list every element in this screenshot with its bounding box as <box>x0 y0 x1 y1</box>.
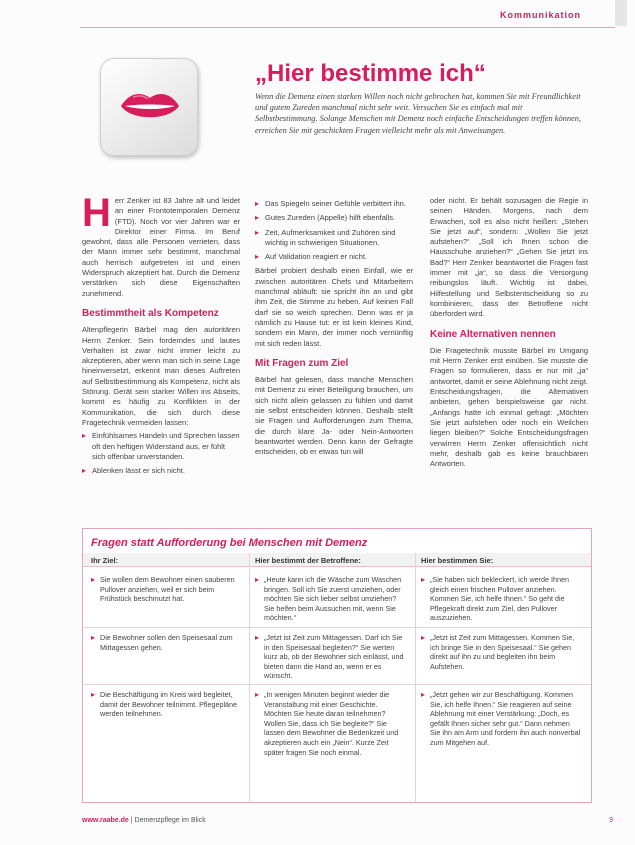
header-rule <box>80 27 615 28</box>
body-paragraph: Die Fragetechnik musste Bärbel im Umgang mit Herrn Zenker erst einüben. Sie musste die Fragen so formulieren, dass er nur mit „ja“ antwortet, damit er seine Ablehnung nicht zeigt. Entscheidungsfragen, die Alternativen anbieten, gehen beispielsweise gar nicht. „Anfangs hatte ich einmal gefragt: „Möchten Sie jetzt aufstehen oder noch ein Weilchen liegen bleiben?“ Solche Entscheidungsfragen verwirren Herrn Zenker offensichtlich nicht mehr, deshalb gab es keine brauchbaren Antworten. <box>430 345 588 469</box>
table-cell: ▸ „Jetzt ist Zeit zum Mittagessen. Kommen Sie, ich bringe Sie in den Speisesaal.“ Sie gehen direkt auf ihn zu und begleiten ihn beim Aufstehen. <box>421 633 581 671</box>
lips-icon <box>100 58 198 156</box>
drop-cap: H <box>82 191 111 235</box>
bullet-item: ▸ Auf Validation reagiert er nicht. <box>255 252 413 262</box>
body-paragraph: Bärbel hat gelesen, dass manche Menschen mit Demenz zu einer Beteiligung brauchen, um sich nicht allein gelassen zu fühlen und damit sie selbst entscheiden können. Deshalb stellt sie Fragen und Aufforderungen zum Thema, die durch klare Ja- oder Nein-Antworten beantwortet werden. Denn kann der Gefragte entscheiden, ob er etwas tun will <box>255 375 413 457</box>
table-cell: ▸ „Heute kann ich die Wäsche zum Waschen bringen. Soll ich Sie zuerst umziehen, oder möchten Sie sich lieber selbst umziehen? Sie helfen beim Aussuchen mit, wenn Sie möchten.“ <box>255 575 407 623</box>
body-paragraph: oder nicht. Er behält sozusagen die Regie in seinen Händen. Morgens, nach dem Erwachen, soll es also nicht heißen: „Stehen Sie jetzt auf“, sondern: „Wollen Sie jetzt aufstehen?“ „Soll ich Ihnen schon die Hausschuhe anziehen?“ „Gehen Sie jetzt ins Bad?“ Herr Zenker beantwortet die Fragen fast immer mit „ja“, so dass die Versorgung reibungslos läuft. Wichtig ist dabei, Hilfestellung und Selbstentscheidung so zu kombinieren, dass der Betroffene nicht überfordert wird. <box>430 196 588 319</box>
bullet-item: ▸ Gutes Zureden (Appelle) hilft ebenfalls. <box>255 213 413 223</box>
subheading: Bestimmtheit als Kompetenz <box>82 307 219 319</box>
table-cell: ▸ „In wenigen Minuten beginnt wieder die Veranstaltung mit einer Geschichte. Möchten Sie heute daran teilnehmen? Wollen Sie, dass ich Sie begleite?“ Sie lassen dem Bewohner die Bedenkzeit und akzeptieren auch ein „Nein“. Kurze Zeit später fragen Sie noch einmal. <box>255 690 407 757</box>
table-cell: ▸ „Jetzt ist Zeit zum Mittagessen. Darf ich Sie in den Speisesaal begleiten?“ Sie werten kurz ab, ob der Bewohner sich einlässt, und bieten dann die Hand an, wenn er es wünscht. <box>255 633 407 681</box>
section-label: Kommunikation <box>499 10 581 20</box>
article-lead: Wenn die Demenz einen starken Willen noch nicht gebrochen hat, kommen Sie mit Freundlichkeit und gutem Zureden manchmal nicht sehr weit. Versuchen Sie es einfach mal mit Selbstbestimmung. Solange Menschen mit Demenz noch einfache Entscheidungen treffen können, erreichen Sie mit geschickten Fragen vielleicht mehr als mit Anweisungen. <box>255 92 581 135</box>
column-header: Hier bestimmen Sie: <box>421 556 494 565</box>
bullet-item: ▸ Einfühlsames Handeln und Sprechen lassen oft den heftigen Widerstand aus, er fühlt sich offenbar unverstanden. <box>82 431 240 462</box>
subheading: Keine Alternativen nennen <box>430 328 556 340</box>
intro-paragraph: err Zenker ist 83 Jahre alt und leidet an einer Frontotemporalen Demenz (FTD). Noch vor vier Jahren war er Direktor einer Firma. Im Beruf gewohnt, dass alle Personen verrieten, dass der Mann immer sehr bestimmt, manchmal auch herrisch aufgetreten ist und einen Widerspruch akzeptiert hat. Durch die Demenz verstärken sich diese Eigenschaften zunehmend. <box>82 196 240 298</box>
page-number: 9 <box>609 817 613 824</box>
footer-source: Demenzpflege im Blick <box>134 817 206 824</box>
table-cell: ▸ Sie wollen dem Bewohner einen sauberen Pullover anziehen, weil er sich beim Frühstück beschmutzt hat. <box>91 575 241 604</box>
subheading: Mit Fragen zum Ziel <box>255 357 349 369</box>
row-divider <box>83 627 591 628</box>
article-column-1 <box>82 191 240 480</box>
article-column-3 <box>430 196 588 472</box>
bullet-list <box>82 431 240 476</box>
column-divider <box>415 553 416 802</box>
table-cell: ▸ Die Bewohner sollen den Speisesaal zum Mittagessen gehen. <box>91 633 241 652</box>
footer <box>82 817 206 824</box>
footer-separator: | <box>130 817 135 824</box>
side-tab-marker <box>615 0 627 26</box>
bullet-item: ▸ Zeit, Aufmerksamkeit und Zuhören sind wichtig in schwierigen Situationen. <box>255 228 413 249</box>
body-paragraph: Altenpflegerin Bärbel mag den autoritären Herrn Zenker. Sein forderndes und lautes Verhalten ist zwar nicht immer leicht zu akzeptieren, aber wenn man sich in seine Lage hineinversetzt, erkennt man dieses Auftreten auf Selbstbestimmung als Kompetenz, nicht als Störung. Gerät sein starker Willen ins Abseits, kommt es häufig zu Konflikten in der Kommunikation, die sich durch diese Fragetechnik vermeiden lassen: <box>82 325 240 427</box>
body-paragraph: Bärbel probiert deshalb einen Einfall, wie er zwischen autoritären Chefs und Mitarbeitern manchmal abläuft: sie spricht ihn an und gibt ihm Zeit, die Stimme zu heben. Auf keinen Fall darf sie so weich sprechen. Denn was er ja nämlich zu Hause tut: er ist kein kleines Kind, sondern ein Mann, der immer noch vernünftig mit sich reden lässt. <box>255 266 413 348</box>
row-divider <box>83 684 591 685</box>
article-column-2 <box>255 196 413 461</box>
info-table-box <box>82 528 592 803</box>
table-header-row <box>83 553 591 567</box>
column-divider <box>249 553 250 802</box>
column-header: Ihr Ziel: <box>91 556 119 565</box>
article-title: „Hier bestimme ich“ <box>255 60 486 87</box>
bullet-item: ▸ Das Spiegeln seiner Gefühle verbittert ihn. <box>255 199 413 209</box>
bullet-list <box>255 199 413 262</box>
column-header: Hier bestimmt der Betroffene: <box>255 556 361 565</box>
bullet-item: ▸ Ablenken lässt er sich nicht. <box>82 466 240 476</box>
footer-url[interactable]: www.raabe.de <box>82 817 129 824</box>
table-cell: ▸ „Sie haben sich bekleckert, ich werde Ihnen gleich einen frischen Pullover anziehen. Kommen Sie, ich helfe Ihnen.“ So geht die Pflegekraft direkt zum Ziel, den Pullover auszuziehen. <box>421 575 581 623</box>
table-title: Fragen statt Aufforderung bei Menschen mit Demenz <box>91 537 368 549</box>
table-cell: ▸ „Jetzt gehen wir zur Beschäftigung. Kommen Sie, ich helfe Ihnen.“ Sie reagieren auf seine Ablehnung mit einer Verstärkung: „Doch, es gefällt Ihnen sicher sehr gut.“ Dann nehmen Sie ihn am Arm und fordern ihn auch nonverbal zum Mitgehen auf. <box>421 690 581 748</box>
table-cell: ▸ Die Beschäftigung im Kreis wird begleitet, damit der Bewohner teilnimmt. Pflegepläne werden teilnehmen. <box>91 690 241 719</box>
